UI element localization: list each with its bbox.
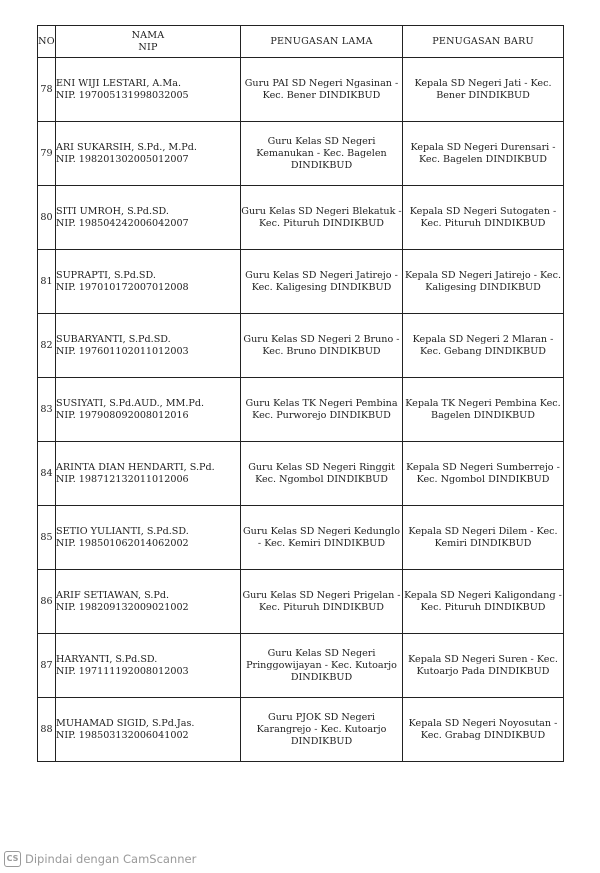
employee-cell <box>56 122 241 186</box>
employee-nip: NIP. 198503132006041002 <box>56 729 189 741</box>
row-number: 88 <box>38 698 56 762</box>
new-assignment: Kepala SD Negeri Jatirejo - Kec. Kaligesing DINDIKBUD <box>403 250 564 314</box>
header-old-assignment: PENUGASAN LAMA <box>241 26 403 58</box>
new-assignment: Kepala SD Negeri Durensari - Kec. Bagelen DINDIKBUD <box>403 122 564 186</box>
camscanner-logo-icon: CS <box>4 851 21 867</box>
employee-name: HARYANTI, S.Pd.SD. <box>56 653 158 665</box>
employee-cell <box>56 58 241 122</box>
old-assignment: Guru Kelas TK Negeri Pembina Kec. Purworejo DINDIKBUD <box>241 378 403 442</box>
employee-name: SUPRAPTI, S.Pd.SD. <box>56 269 156 281</box>
new-assignment: Kepala SD Negeri Sumberrejo - Kec. Ngombol DINDIKBUD <box>403 442 564 506</box>
old-assignment: Guru PJOK SD Negeri Karangrejo - Kec. Kutoarjo DINDIKBUD <box>241 698 403 762</box>
table-row <box>38 378 564 442</box>
row-number: 85 <box>38 506 56 570</box>
employee-nip: NIP. 197111192008012003 <box>56 665 189 677</box>
employee-cell <box>56 378 241 442</box>
header-no: NO <box>38 26 56 58</box>
employee-name: ENI WIJI LESTARI, A.Ma. <box>56 77 182 89</box>
old-assignment: Guru PAI SD Negeri Ngasinan - Kec. Bener DINDIKBUD <box>241 58 403 122</box>
new-assignment: Kepala SD Negeri Dilem - Kec. Kemiri DINDIKBUD <box>403 506 564 570</box>
table-header-row <box>38 26 564 58</box>
old-assignment: Guru Kelas SD Negeri Ringgit Kec. Ngombol DINDIKBUD <box>241 442 403 506</box>
employee-cell <box>56 186 241 250</box>
row-number: 83 <box>38 378 56 442</box>
employee-nip: NIP. 198501062014062002 <box>56 537 189 549</box>
employee-nip: NIP. 198209132009021002 <box>56 601 189 613</box>
old-assignment: Guru Kelas SD Negeri 2 Bruno - Kec. Bruno DINDIKBUD <box>241 314 403 378</box>
table-row <box>38 58 564 122</box>
old-assignment: Guru Kelas SD Negeri Blekatuk - Kec. Pituruh DINDIKBUD <box>241 186 403 250</box>
row-number: 87 <box>38 634 56 698</box>
table-row <box>38 570 564 634</box>
table-body <box>38 58 564 762</box>
old-assignment: Guru Kelas SD Negeri Kemanukan - Kec. Bagelen DINDIKBUD <box>241 122 403 186</box>
header-name-nip <box>56 26 241 58</box>
employee-cell <box>56 442 241 506</box>
new-assignment: Kepala SD Negeri Suren - Kec. Kutoarjo Pada DINDIKBUD <box>403 634 564 698</box>
row-number: 78 <box>38 58 56 122</box>
table-row <box>38 186 564 250</box>
employee-nip: NIP. 197005131998032005 <box>56 89 189 101</box>
row-number: 86 <box>38 570 56 634</box>
scanner-watermark-text: Dipindai dengan CamScanner <box>25 852 197 866</box>
employee-name: SITI UMROH, S.Pd.SD. <box>56 205 169 217</box>
employee-name: ARINTA DIAN HENDARTI, S.Pd. <box>56 461 215 473</box>
table-row <box>38 442 564 506</box>
employee-name: SUSIYATI, S.Pd.AUD., MM.Pd. <box>56 397 205 409</box>
new-assignment: Kepala SD Negeri 2 Mlaran - Kec. Gebang DINDIKBUD <box>403 314 564 378</box>
new-assignment: Kepala SD Negeri Noyosutan - Kec. Grabag DINDIKBUD <box>403 698 564 762</box>
table-row <box>38 634 564 698</box>
employee-name: ARIF SETIAWAN, S.Pd. <box>56 589 170 601</box>
employee-cell <box>56 698 241 762</box>
table-row <box>38 122 564 186</box>
header-nip: NIP <box>138 41 158 53</box>
employee-cell <box>56 506 241 570</box>
old-assignment: Guru Kelas SD Negeri Jatirejo - Kec. Kaligesing DINDIKBUD <box>241 250 403 314</box>
table-row <box>38 314 564 378</box>
new-assignment: Kepala SD Negeri Kaligondang - Kec. Pituruh DINDIKBUD <box>403 570 564 634</box>
employee-nip: NIP. 197010172007012008 <box>56 281 189 293</box>
header-name: NAMA <box>131 29 165 41</box>
employee-name: SUBARYANTI, S.Pd.SD. <box>56 333 171 345</box>
employee-cell <box>56 250 241 314</box>
table-row <box>38 698 564 762</box>
employee-nip: NIP. 197601102011012003 <box>56 345 189 357</box>
header-new-assignment: PENUGASAN BARU <box>403 26 564 58</box>
row-number: 84 <box>38 442 56 506</box>
new-assignment: Kepala TK Negeri Pembina Kec. Bagelen DINDIKBUD <box>403 378 564 442</box>
employee-cell <box>56 314 241 378</box>
new-assignment: Kepala SD Negeri Sutogaten - Kec. Pituruh DINDIKBUD <box>403 186 564 250</box>
employee-name: SETIO YULIANTI, S.Pd.SD. <box>56 525 189 537</box>
row-number: 82 <box>38 314 56 378</box>
assignment-table <box>37 25 564 762</box>
employee-name: ARI SUKARSIH, S.Pd., M.Pd. <box>56 141 197 153</box>
employee-nip: NIP. 198712132011012006 <box>56 473 189 485</box>
old-assignment: Guru Kelas SD Negeri Kedunglo - Kec. Kemiri DINDIKBUD <box>241 506 403 570</box>
scanner-watermark <box>4 851 196 867</box>
old-assignment: Guru Kelas SD Negeri Pringgowijayan - Kec. Kutoarjo DINDIKBUD <box>241 634 403 698</box>
old-assignment: Guru Kelas SD Negeri Prigelan - Kec. Pituruh DINDIKBUD <box>241 570 403 634</box>
row-number: 79 <box>38 122 56 186</box>
employee-nip: NIP. 198201302005012007 <box>56 153 189 165</box>
employee-nip: NIP. 197908092008012016 <box>56 409 189 421</box>
new-assignment: Kepala SD Negeri Jati - Kec. Bener DINDIKBUD <box>403 58 564 122</box>
employee-cell <box>56 634 241 698</box>
table-row <box>38 250 564 314</box>
employee-nip: NIP. 198504242006042007 <box>56 217 189 229</box>
row-number: 81 <box>38 250 56 314</box>
row-number: 80 <box>38 186 56 250</box>
employee-cell <box>56 570 241 634</box>
employee-name: MUHAMAD SIGID, S.Pd.Jas. <box>56 717 195 729</box>
table-row <box>38 506 564 570</box>
